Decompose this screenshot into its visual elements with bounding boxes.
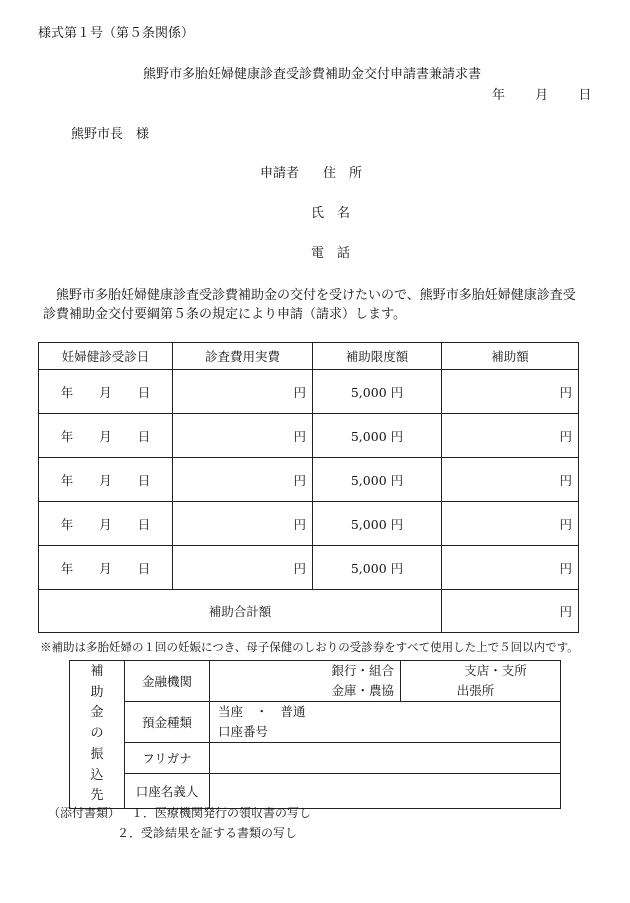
date-day: 日: [137, 516, 151, 532]
bank-types-1: 銀行・組合: [331, 663, 394, 679]
date-day: 日: [137, 560, 151, 576]
total-row: [39, 590, 579, 633]
amount-cell[interactable]: 円: [442, 546, 579, 590]
account-holder-label: 口座名義人: [125, 774, 210, 809]
date-cell[interactable]: [39, 502, 173, 546]
date-cell[interactable]: [39, 414, 173, 458]
furigana-field[interactable]: [210, 743, 561, 774]
amount-cell[interactable]: 円: [442, 458, 579, 502]
date-year: 年: [60, 560, 74, 576]
date-year: 年: [60, 428, 74, 444]
amount-cell[interactable]: 円: [442, 370, 579, 414]
account-type-cell[interactable]: [210, 702, 561, 743]
date-year: 年: [492, 88, 506, 103]
subsidy-note: ※補助は多胎妊婦の１回の妊娠につき、母子保健のしおりの受診券をすべて使用した上で５回以内です。: [40, 640, 579, 654]
attachment-item: １．医療機関発行の領収書の写し: [131, 806, 312, 820]
attachments-label: （添付書類）: [48, 806, 121, 820]
addressee: 熊野市長 様: [71, 127, 150, 142]
date-line: [492, 88, 591, 104]
applicant-label: 申請者: [260, 166, 300, 181]
header-checkup-date: 妊婦健診受診日: [39, 343, 173, 370]
date-cell[interactable]: [39, 458, 173, 502]
table-row: [39, 458, 579, 502]
table-row: [39, 502, 579, 546]
date-cell[interactable]: [39, 370, 173, 414]
side-char: 補: [90, 663, 104, 679]
date-month: 月: [99, 516, 112, 532]
bank-transfer-table: [69, 660, 561, 809]
account-number-label: 口座番号: [218, 724, 269, 739]
body-text-line1: 熊野市多胎妊婦健康診査受診費補助金の交付を受けたいので、熊野市多胎妊婦健康診査受: [56, 288, 576, 303]
amount-cell[interactable]: 円: [442, 502, 579, 546]
date-day: 日: [578, 88, 592, 103]
cost-cell[interactable]: 円: [173, 502, 313, 546]
subsidy-table: [38, 342, 579, 633]
account-type-row: [70, 702, 561, 743]
bank-type-cell[interactable]: [210, 661, 401, 702]
cost-cell[interactable]: 円: [173, 546, 313, 590]
form-number: 様式第１号（第５条関係）: [38, 26, 195, 41]
date-month: 月: [99, 428, 112, 444]
address-label: 住 所: [323, 166, 363, 181]
name-label: 氏 名: [311, 206, 351, 221]
side-char: 金: [90, 705, 104, 721]
table-header-row: [39, 343, 579, 370]
date-month: 月: [99, 560, 112, 576]
side-char: 先: [90, 788, 104, 804]
account-types: 当座 ・ 普通: [218, 704, 306, 720]
date-year: 年: [60, 472, 74, 488]
attachment-item: ２．受診結果を証する書類の写し: [117, 826, 298, 840]
table-row: [39, 414, 579, 458]
body-text-line2: 診費補助金交付要綱第５条の規定により申請（請求）します。: [43, 307, 406, 322]
branch-types-2: 出張所: [456, 683, 495, 698]
bank-types-2: 金庫・農協: [331, 683, 394, 698]
account-type-label: 預金種類: [125, 702, 210, 743]
cost-cell[interactable]: 円: [173, 458, 313, 502]
bank-institution-row: [70, 661, 561, 702]
furigana-label: フリガナ: [125, 743, 210, 774]
cost-cell[interactable]: 円: [173, 370, 313, 414]
branch-types-1: 支店・支所: [464, 663, 527, 679]
total-amount-cell[interactable]: 円: [442, 590, 579, 633]
cost-cell[interactable]: 円: [173, 414, 313, 458]
table-row: [39, 546, 579, 590]
furigana-row: [70, 743, 561, 774]
header-limit: 補助限度額: [313, 343, 442, 370]
limit-cell: 5,000 円: [313, 458, 442, 502]
date-year: 年: [60, 516, 74, 532]
date-year: 年: [60, 384, 74, 400]
limit-cell: 5,000 円: [313, 546, 442, 590]
limit-cell: 5,000 円: [313, 502, 442, 546]
limit-cell: 5,000 円: [313, 370, 442, 414]
total-label: 補助合計額: [39, 590, 442, 633]
side-char: 込: [90, 767, 104, 783]
side-char: の: [90, 726, 104, 742]
transfer-destination-label: [70, 661, 125, 809]
document-title: 熊野市多胎妊婦健康診査受診費補助金交付申請書兼請求書: [143, 67, 482, 82]
date-cell[interactable]: [39, 546, 173, 590]
account-holder-field[interactable]: [210, 774, 561, 809]
date-day: 日: [137, 384, 151, 400]
account-holder-row: [70, 774, 561, 809]
limit-cell: 5,000 円: [313, 414, 442, 458]
header-subsidy-amount: 補助額: [442, 343, 579, 370]
date-day: 日: [137, 428, 151, 444]
side-char: 助: [90, 684, 104, 700]
date-month: 月: [99, 384, 112, 400]
date-month: 月: [99, 472, 112, 488]
amount-cell[interactable]: 円: [442, 414, 579, 458]
header-actual-cost: 診査費用実費: [173, 343, 313, 370]
branch-type-cell[interactable]: [401, 661, 561, 702]
table-row: [39, 370, 579, 414]
institution-label: 金融機関: [125, 661, 210, 702]
phone-label: 電 話: [311, 246, 351, 261]
date-day: 日: [137, 472, 151, 488]
side-char: 振: [90, 746, 104, 762]
date-month: 月: [535, 88, 549, 103]
